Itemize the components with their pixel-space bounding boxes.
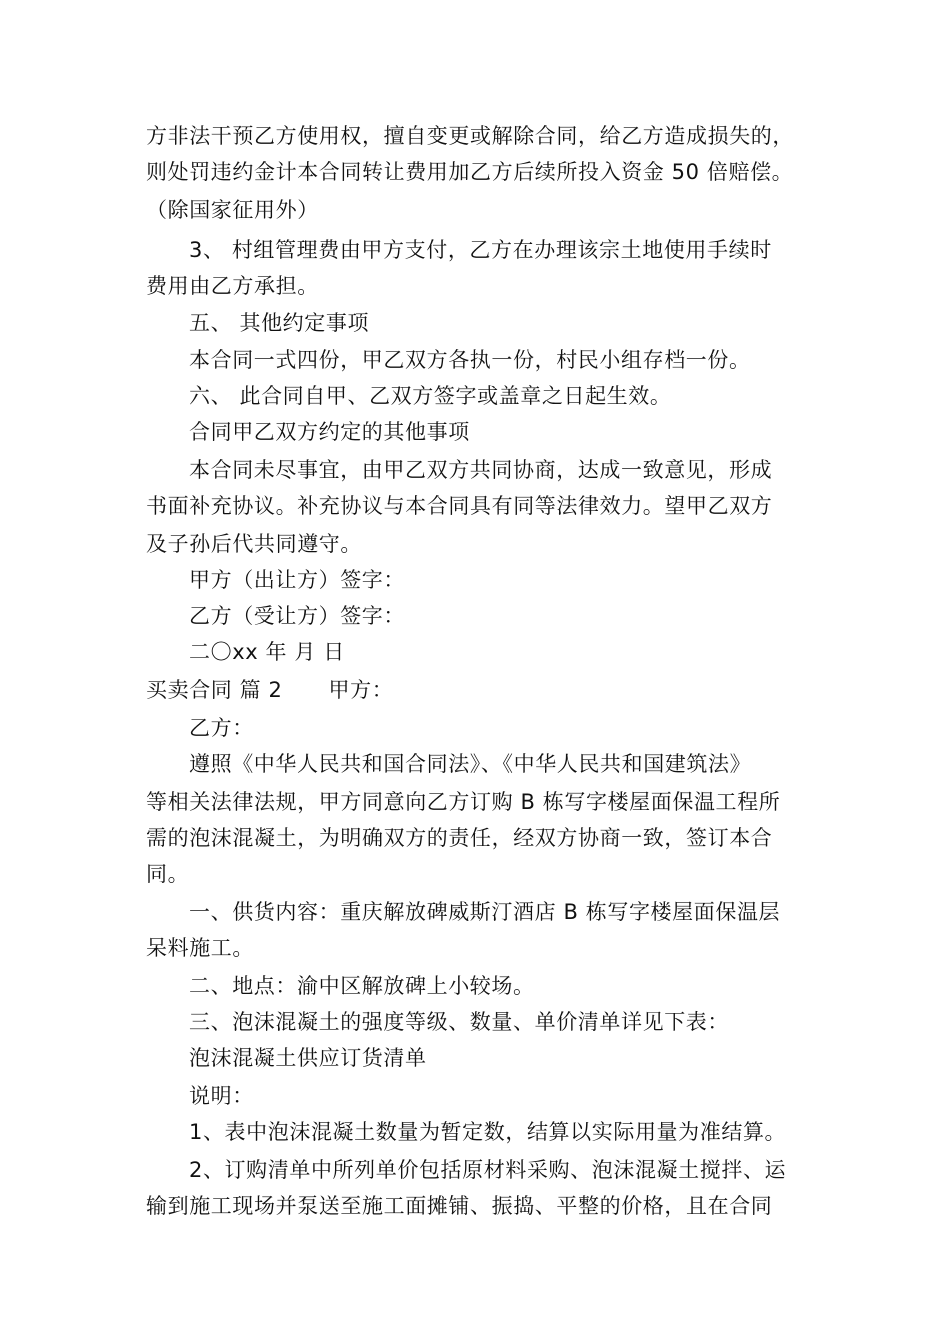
paragraph-line: 等相关法律法规，甲方同意向乙方订购 B 栋写字楼屋面保温工程所 [146,790,781,814]
paragraph-line: 则处罚违约金计本合同转让费用加乙方后续所投入资金 50 倍赔偿。 [146,160,794,184]
contract-title-line [146,672,826,708]
signature-line-party-b: 乙方（受让方）签字： [189,604,405,628]
paragraph-line: 合同甲乙双方约定的其他事项 [189,420,470,444]
paragraph-line: 及子孙后代共同遵守。 [146,532,362,556]
paragraph-line: 一、供货内容：重庆解放碑威斯汀酒店 B 栋写字楼屋面保温层 [189,900,781,924]
party-a-label: 甲方： [328,678,394,702]
date-line: 二〇xx 年 月 日 [189,640,345,664]
paragraph-line: 方非法干预乙方使用权，擅自变更或解除合同，给乙方造成损失的， [146,124,794,148]
contract-title: 买卖合同 篇 2 [146,678,283,702]
section-heading: 六、 此合同自甲、乙双方签字或盖章之日起生效。 [189,384,672,408]
paragraph-line: 同。 [146,862,190,886]
paragraph-line: 三、泡沫混凝土的强度等级、数量、单价清单详见下表： [189,1010,729,1034]
paragraph-line: 费用由乙方承担。 [146,274,319,298]
paragraph-line: 需的泡沫混凝土，为明确双方的责任，经双方协商一致，签订本合 [146,826,773,850]
party-b-label: 乙方： [189,716,254,740]
paragraph-line: 本合同一式四份，甲乙双方各执一份，村民小组存档一份。 [189,348,751,372]
paragraph-line: 3、 村组管理费由甲方支付，乙方在办理该宗土地使用手续时 [189,238,772,262]
paragraph-line: 1、表中泡沫混凝土数量为暂定数，结算以实际用量为准结算。 [189,1120,787,1144]
signature-line-party-a: 甲方（出让方）签字： [189,568,405,592]
paragraph-line: 书面补充协议。补充协议与本合同具有同等法律效力。望甲乙双方 [146,494,773,518]
paragraph-line: 遵照《中华人民共和国合同法》、《中华人民共和国建筑法》 [189,752,752,776]
paragraph-line: 输到施工现场并泵送至施工面摊铺、振捣、平整的价格，且在合同 [146,1194,773,1218]
section-heading: 五、 其他约定事项 [189,311,370,335]
paragraph-line: 2、订购清单中所列单价包括原材料采购、泡沫混凝土搅拌、运 [189,1158,787,1182]
table-caption: 泡沫混凝土供应订货清单 [189,1046,427,1070]
paragraph-line: （除国家征用外） [146,198,319,222]
notes-heading: 说明： [189,1084,254,1108]
paragraph-line: 二、地点：渝中区解放碑上小较场。 [189,974,535,998]
paragraph-line: 本合同未尽事宜，由甲乙双方共同协商，达成一致意见，形成 [189,458,773,482]
paragraph-line: 呆料施工。 [146,936,254,960]
